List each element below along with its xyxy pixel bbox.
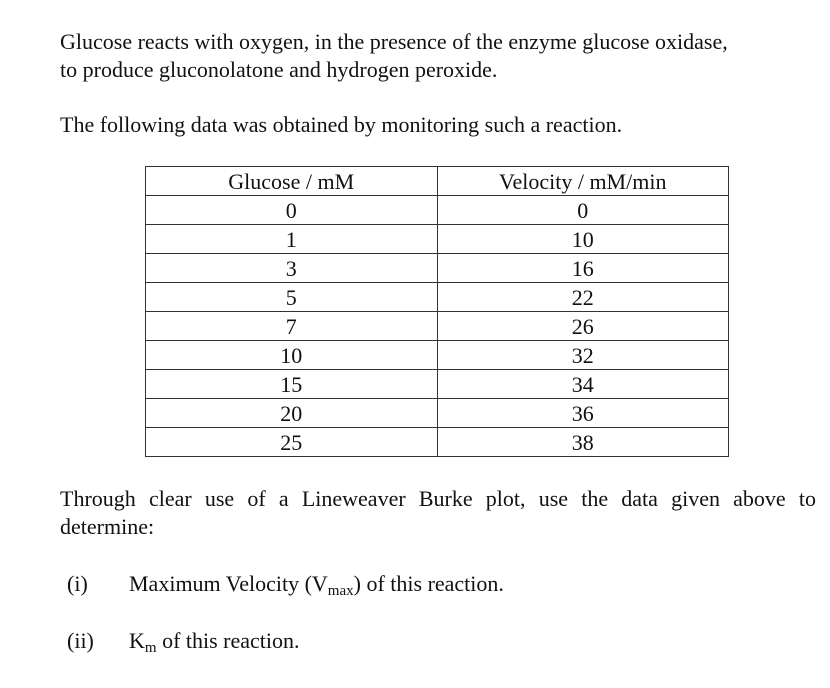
instructions-line-2: determine: bbox=[60, 514, 155, 539]
table-row bbox=[146, 312, 729, 341]
velocity-cell: 26 bbox=[437, 312, 729, 341]
velocity-cell: 16 bbox=[437, 254, 729, 283]
intro-line-2: to produce gluconolatone and hydrogen peroxide. bbox=[60, 57, 498, 82]
glucose-cell: 25 bbox=[146, 428, 438, 457]
glucose-cell: 3 bbox=[146, 254, 438, 283]
table-row bbox=[146, 225, 729, 254]
glucose-cell: 5 bbox=[146, 283, 438, 312]
item-number: (ii) bbox=[67, 628, 94, 653]
item-subscript: m bbox=[144, 640, 157, 656]
table-row bbox=[146, 341, 729, 370]
table-row bbox=[146, 370, 729, 399]
table-row bbox=[146, 283, 729, 312]
velocity-cell: 36 bbox=[437, 399, 729, 428]
glucose-cell: 0 bbox=[146, 196, 438, 225]
item-text-end: of this reaction. bbox=[156, 628, 300, 653]
item-text: K bbox=[129, 628, 145, 653]
velocity-cell: 22 bbox=[437, 283, 729, 312]
table-row bbox=[146, 399, 729, 428]
glucose-cell: 15 bbox=[146, 370, 438, 399]
table-header-row bbox=[146, 167, 729, 196]
column-header-velocity: Velocity / mM/min bbox=[437, 167, 729, 196]
instructions-paragraph bbox=[60, 485, 816, 541]
table-row bbox=[146, 254, 729, 283]
glucose-cell: 7 bbox=[146, 312, 438, 341]
glucose-velocity-table bbox=[145, 166, 729, 457]
intro-line-1: Glucose reacts with oxygen, in the presence of the enzyme glucose oxidase, bbox=[60, 29, 728, 54]
velocity-cell: 0 bbox=[437, 196, 729, 225]
question-item-km bbox=[67, 627, 300, 658]
item-text-end: ) of this reaction. bbox=[353, 571, 504, 596]
table-row bbox=[146, 196, 729, 225]
item-number: (i) bbox=[67, 571, 88, 596]
question-item-vmax bbox=[67, 570, 504, 601]
intro-paragraph bbox=[60, 28, 820, 84]
column-header-glucose: Glucose / mM bbox=[146, 167, 438, 196]
velocity-cell: 10 bbox=[437, 225, 729, 254]
table-row bbox=[146, 428, 729, 457]
instructions-line-1: Through clear use of a Lineweaver Burke plot, use the data given above to bbox=[60, 486, 816, 511]
item-subscript: max bbox=[327, 583, 354, 599]
glucose-cell: 1 bbox=[146, 225, 438, 254]
glucose-cell: 10 bbox=[146, 341, 438, 370]
velocity-cell: 38 bbox=[437, 428, 729, 457]
lead-sentence: The following data was obtained by monitoring such a reaction. bbox=[60, 112, 623, 137]
velocity-cell: 32 bbox=[437, 341, 729, 370]
glucose-cell: 20 bbox=[146, 399, 438, 428]
velocity-cell: 34 bbox=[437, 370, 729, 399]
item-text: Maximum Velocity (V bbox=[129, 571, 328, 596]
